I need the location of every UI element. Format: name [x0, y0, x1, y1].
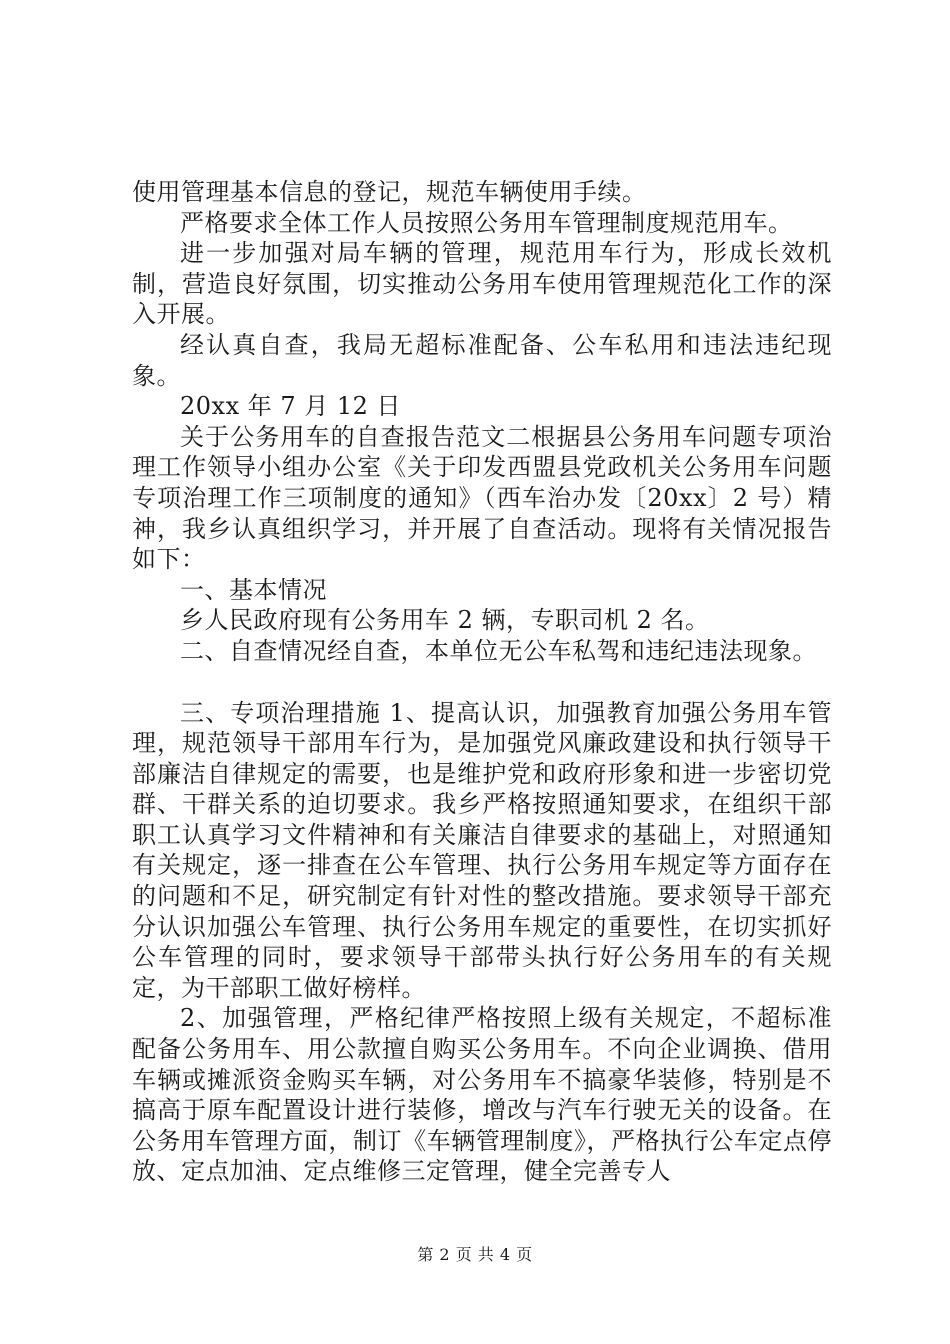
document-body: [132, 177, 832, 1187]
page-footer: 第 2 页 共 4 页: [417, 1245, 533, 1264]
paragraph-10: 三、专项治理措施 1、提高认识，加强教育加强公务用车管理，规范领导干部用车行为，是加强党风廉政建设和执行领导干部廉洁自律规定的需要，也是维护党和政府形象和进一步密切党群、干群关系的迫切要求。我乡严格按照通知要求，在组织干部职工认真学习文件精神和有关廉洁自律要求的基础上，对照通知有关规定，逐一排查在公车管理、执行公务用车规定等方面存在的问题和不足，研究制定有针对性的整改措施。要求领导干部充分认识加强公车管理、执行公务用车规定的重要性，在切实抓好公车管理的同时，要求领导干部带头执行好公务用车的有关规定，为干部职工做好榜样。: [132, 698, 832, 1002]
section-heading-basic: 一、基本情况: [180, 575, 327, 604]
blank-line: [132, 667, 832, 698]
paragraph-4: 经认真自查，我局无超标准配备、公车私用和违法违纪现象。: [132, 330, 832, 390]
paragraph-11: 2、加强管理，严格纪律严格按照上级有关规定，不超标准配备公务用车、用公款擅自购买公务用车。不向企业调换、借用车辆或摊派资金购买车辆，对公务用车不搞豪华装修，特别是不搞高于原车配置设计进行装修，增改与汽车行驶无关的设备。在公务用车管理方面，制订《车辆管理制度》，严格执行公车定点停放、定点加油、定点维修三定管理，健全完善专人: [132, 1004, 832, 1186]
paragraph-2: 严格要求全体工作人员按照公务用车管理制度规范用车。: [180, 208, 793, 237]
paragraph-8: 乡人民政府现有公务用车 2 辆，专职司机 2 名。: [180, 606, 710, 635]
paragraph-9: 二、自查情况经自查，本单位无公车私驾和违纪违法现象。: [180, 636, 817, 665]
paragraph-6: 关于公务用车的自查报告范文二根据县公务用车问题专项治理工作领导小组办公室《关于印发西盟县党政机关公务用车问题专项治理工作三项制度的通知》（西车治办发〔20xx〕2 号）精神，我乡认真组织学习，并开展了自查活动。现将有关情况报告如下：: [132, 422, 832, 574]
paragraph-1: 使用管理基本信息的登记，规范车辆使用手续。: [132, 178, 647, 206]
date-line: 20xx 年 7 月 12 日: [180, 392, 402, 421]
paragraph-3: 进一步加强对局车辆的管理，规范用车行为，形成长效机制，营造良好氛围，切实推动公务用车使用管理规范化工作的深入开展。: [132, 239, 832, 329]
